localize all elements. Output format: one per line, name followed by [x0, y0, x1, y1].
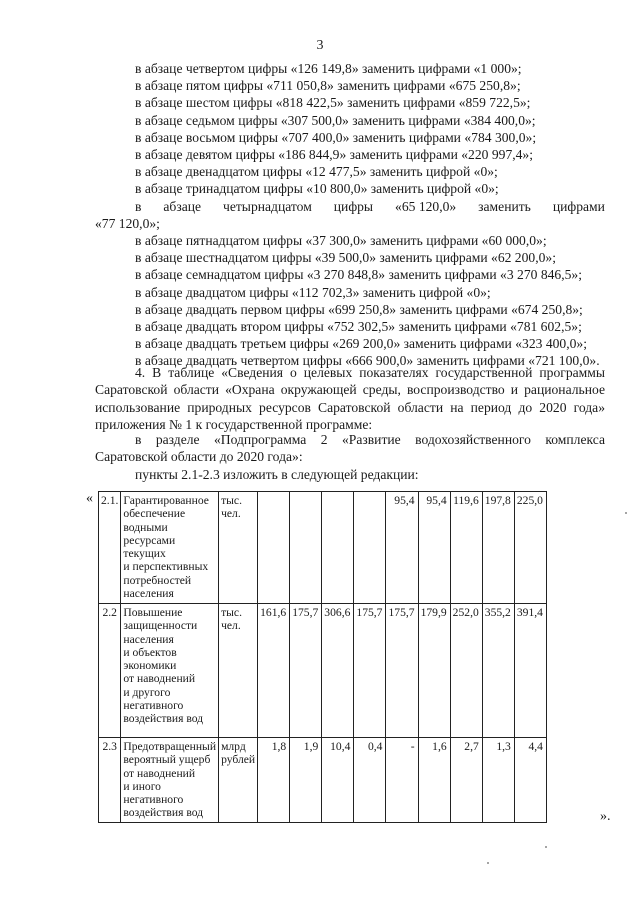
word: в — [135, 198, 142, 214]
amendment-line: в абзаце девятом цифры «186 844,9» заменить цифрами «220 997,4»; — [135, 147, 534, 163]
indicator-name-line: от наводнений — [123, 766, 196, 780]
closing-quote: ». — [600, 809, 611, 824]
amendments-list — [95, 60, 605, 370]
indicator-name-line: ресурсами — [123, 533, 176, 547]
table-row — [99, 738, 547, 823]
section-5 — [95, 431, 605, 483]
word: заменить — [478, 198, 531, 214]
indicator-name — [121, 604, 219, 738]
year-value: 1,9 — [290, 738, 322, 823]
indicator-name-line: защищенности — [123, 619, 198, 633]
amendment-continuation: «77 120,0»; — [95, 215, 160, 231]
page-number: 3 — [316, 38, 324, 53]
year-value: 161,6 — [258, 604, 290, 738]
item-number: 2.2 — [99, 604, 121, 738]
items-text: пункты 2.1-2.3 изложить в следующей редакции: — [135, 466, 419, 482]
year-value: 252,0 — [450, 604, 482, 738]
amendment-line: в абзаце пятом цифры «711 050,8» заменить цифрами «675 250,8»; — [135, 78, 521, 94]
indicator-name-line: экономики — [123, 659, 177, 673]
indicator-name-line: воздействия вод — [123, 806, 204, 820]
scan-speck — [625, 512, 627, 514]
word: абзаце — [163, 198, 202, 214]
opening-quote: « — [86, 491, 93, 506]
year-value: 1,3 — [482, 738, 514, 823]
unit — [219, 604, 258, 738]
indicator-name-line: Повышение — [123, 606, 183, 619]
table-row — [99, 492, 547, 604]
year-value: 175,7 — [290, 604, 322, 738]
indicator-name-line: водными — [123, 520, 168, 534]
year-value: 2,7 — [450, 738, 482, 823]
year-value: 225,0 — [514, 492, 546, 604]
indicator-name-line: Предотвращенный — [123, 740, 217, 753]
scan-speck — [487, 862, 489, 864]
amendment-line: в абзаце двадцатом цифры «112 702,3» заменить цифрой «0»; — [135, 284, 491, 300]
word: цифры — [333, 198, 374, 214]
year-value — [258, 492, 290, 604]
amendment-line: в абзаце тринадцатом цифры «10 800,0» заменить цифрой «0»; — [135, 181, 499, 197]
table-row — [99, 604, 547, 738]
indicator-name-line: и объектов — [123, 645, 177, 659]
unit-line: млрд — [221, 740, 246, 753]
indicator-name-line: Гарантированное — [123, 494, 209, 507]
indicator-name-line: потребностей — [123, 573, 192, 587]
indicator-name-line: воздействия вод — [123, 712, 204, 726]
indicator-name-line: и иного — [123, 779, 161, 793]
year-value — [354, 492, 386, 604]
unit-line: тыс. — [221, 494, 242, 507]
section-4 — [95, 364, 605, 434]
indicator-name-line: обеспечение — [123, 507, 186, 521]
year-value: 355,2 — [482, 604, 514, 738]
unit-line: чел. — [221, 507, 241, 521]
item-number: 2.3 — [99, 738, 121, 823]
indicator-name — [121, 738, 219, 823]
amendment-line: в абзаце шестнадцатом цифры «39 500,0» заменить цифрами «62 200,0»; — [135, 250, 556, 266]
year-value: 306,6 — [322, 604, 354, 738]
indicator-name-line: вероятный ущерб — [123, 753, 211, 767]
scan-speck — [545, 846, 547, 848]
year-value: 1,8 — [258, 738, 290, 823]
word: четырнадцатом — [223, 198, 312, 214]
unit-line: рублей — [221, 753, 256, 767]
year-value: 197,8 — [482, 492, 514, 604]
amendment-line: в абзаце седьмом цифры «307 500,0» заменить цифрами «384 400,0»; — [135, 112, 536, 128]
year-value: 1,6 — [418, 738, 450, 823]
unit — [219, 738, 258, 823]
item-number: 2.1. — [99, 492, 121, 604]
year-value: - — [386, 738, 418, 823]
word: цифрами — [552, 198, 605, 214]
year-value: 95,4 — [418, 492, 450, 604]
amendment-line: в абзаце восьмом цифры «707 400,0» заменить цифрами «784 300,0»; — [135, 129, 537, 145]
amendment-line: в абзаце пятнадцатом цифры «37 300,0» заменить цифрами «60 000,0»; — [135, 233, 547, 249]
indicator-name-line: и перспективных — [123, 560, 209, 574]
indicator-name-line: от наводнений — [123, 672, 196, 686]
year-value — [322, 492, 354, 604]
year-value: 95,4 — [386, 492, 418, 604]
subprogram-text: в разделе «Подпрограмма 2 «Развитие водохозяйственного комплекса Саратовской области до 2020 года»: — [95, 432, 605, 465]
indicator-name-line: населения — [123, 632, 174, 646]
year-value: 4,4 — [514, 738, 546, 823]
unit-line: чел. — [221, 619, 241, 633]
indicator-name-line: населения — [123, 587, 174, 601]
year-value: 10,4 — [322, 738, 354, 823]
indicator-name-line: негативного — [123, 793, 184, 807]
amendment-line: в абзаце двенадцатом цифры «12 477,5» заменить цифрой «0»; — [135, 164, 498, 180]
indicator-name — [121, 492, 219, 604]
amendment-line: в абзаце семнадцатом цифры «3 270 848,8» заменить цифрами «3 270 846,5»; — [135, 267, 582, 283]
amendment-line: в абзаце шестом цифры «818 422,5» заменить цифрами «859 722,5»; — [135, 95, 531, 111]
year-value: 175,7 — [386, 604, 418, 738]
year-value: 175,7 — [354, 604, 386, 738]
section-4-text: 4. В таблице «Сведения о целевых показателях государственной программы Саратовской области «Охрана окружающей среды, воспроизводство и рациональное использование природных ресурсов Саратовской области на период до 2020 года» приложения № 1 к государственной программе: — [95, 365, 605, 433]
amendment-line-justified — [95, 198, 605, 215]
unit — [219, 492, 258, 604]
amendment-line: в абзаце четвертом цифры «126 149,8» заменить цифрами «1 000»; — [135, 61, 522, 76]
amendment-line: в абзаце двадцать третьем цифры «269 200,0» заменить цифрами «323 400,0»; — [135, 336, 587, 352]
year-value: 0,4 — [354, 738, 386, 823]
year-value — [290, 492, 322, 604]
amendment-line: в абзаце двадцать втором цифры «752 302,5» заменить цифрами «781 602,5»; — [135, 319, 582, 335]
indicator-name-line: текущих — [123, 547, 166, 561]
year-value: 391,4 — [514, 604, 546, 738]
year-value: 119,6 — [450, 492, 482, 604]
word: «65 120,0» — [395, 198, 457, 214]
indicators-table — [98, 491, 547, 823]
amendment-line: в абзаце двадцать первом цифры «699 250,8» заменить цифрами «674 250,8»; — [135, 301, 583, 317]
amendment-line: в абзаце двадцать четвертом цифры «666 900,0» заменить цифрами «721 100,0». — [135, 353, 600, 369]
indicator-name-line: негативного — [123, 699, 184, 713]
unit-line: тыс. — [221, 606, 242, 619]
year-value: 179,9 — [418, 604, 450, 738]
indicator-name-line: и другого — [123, 685, 171, 699]
